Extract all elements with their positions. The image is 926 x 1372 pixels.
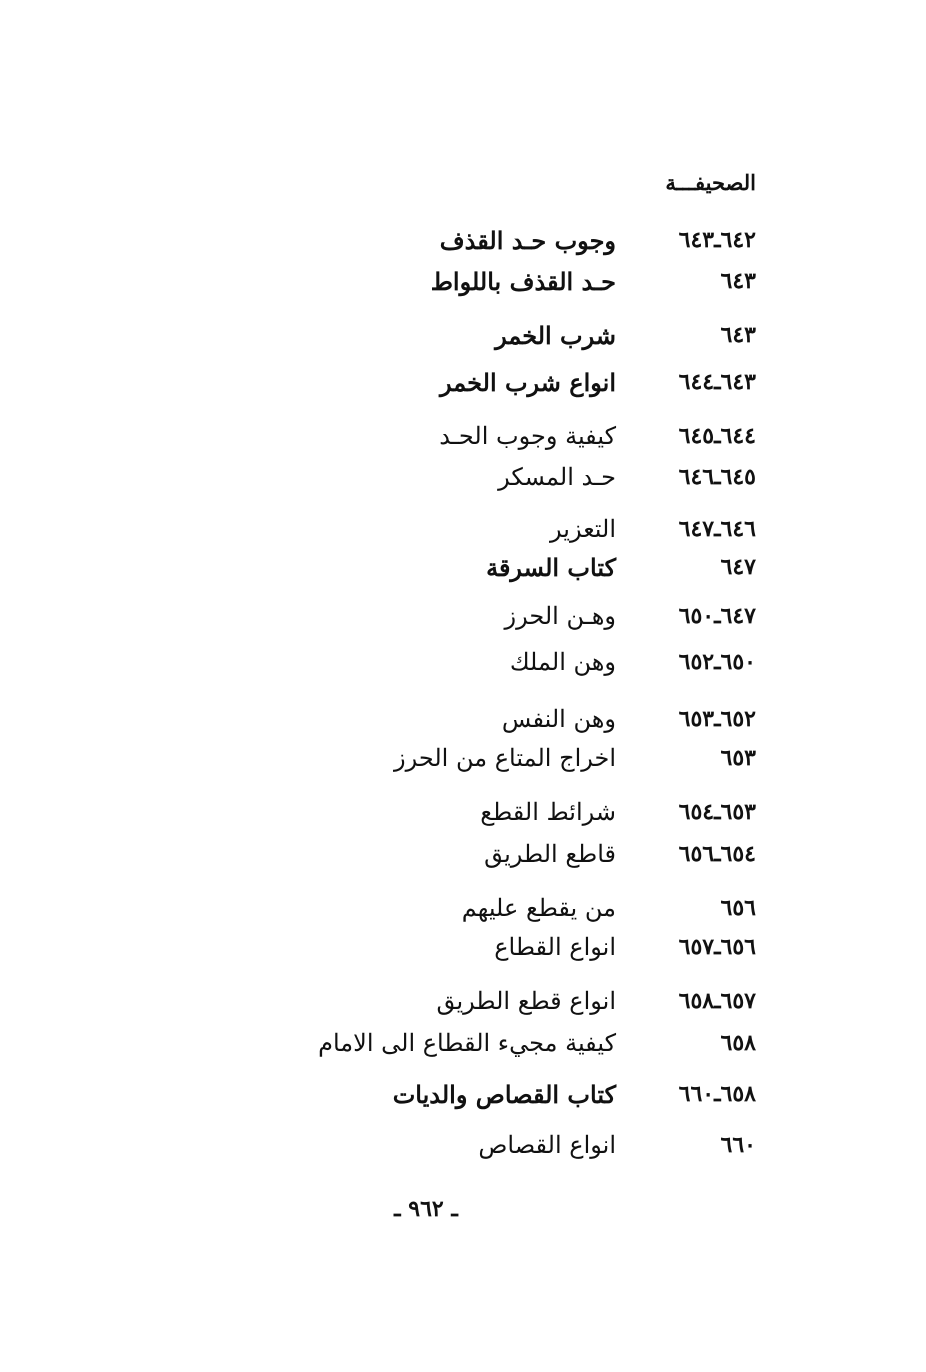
entry-title: كيفية مجيء القطاع الى الامام — [318, 1029, 616, 1057]
index-entry — [156, 598, 756, 634]
page-range: ٦٤٣ـ٦٤٤ — [678, 369, 756, 395]
index-entry — [156, 740, 756, 776]
page-range: ٦٤٧ — [720, 554, 756, 580]
index-entry — [156, 317, 756, 353]
index-entry — [156, 459, 756, 495]
entry-title: وهـن الحرز — [504, 602, 616, 630]
page-range: ٦٥٧ـ٦٥٨ — [678, 988, 756, 1014]
entry-title: اخراج المتاع من الحرز — [394, 744, 616, 772]
page-range: ٦٤٤ـ٦٤٥ — [678, 423, 756, 449]
index-entry — [156, 929, 756, 965]
page-range: ٦٥٣ — [720, 745, 756, 771]
index-entry — [156, 511, 756, 547]
entry-title: التعزير — [550, 515, 616, 543]
index-entry — [156, 364, 756, 400]
entry-title: قاطع الطريق — [484, 840, 616, 868]
page-range: ٦٦٠ — [720, 1132, 756, 1158]
page-range: ٦٥٦ـ٦٥٧ — [678, 934, 756, 960]
page-range: ٦٥٢ـ٦٥٣ — [678, 706, 756, 732]
entry-title: وجوب حـد القذف — [439, 225, 616, 255]
entry-title: وهن النفس — [501, 705, 616, 733]
entry-title: انواع القطاع — [494, 933, 616, 961]
page-range: ٦٤٦ـ٦٤٧ — [678, 516, 756, 542]
index-entry — [156, 983, 756, 1019]
page-range: ٦٤٢ـ٦٤٣ — [678, 227, 756, 253]
entry-title: انواع القصاص — [478, 1131, 616, 1159]
page-range: ٦٥٣ـ٦٥٤ — [678, 799, 756, 825]
entry-title: انواع شرب الخمر — [440, 367, 616, 397]
page-range: ٦٥٨ — [720, 1030, 756, 1056]
page-number: ـ ٩٦٢ ـ — [394, 1196, 458, 1222]
index-entry — [156, 890, 756, 926]
index-entry — [156, 794, 756, 830]
page-range: ٦٤٧ـ٦٥٠ — [678, 603, 756, 629]
page-range: ٦٥٤ـ٦٥٦ — [678, 841, 756, 867]
entry-title: وهن الملك — [509, 648, 616, 676]
index-entry — [156, 644, 756, 680]
index-entry — [156, 1076, 756, 1112]
index-entry — [156, 263, 756, 299]
index-entry — [156, 1025, 756, 1061]
page-range: ٦٤٣ — [720, 268, 756, 294]
entry-title: كتاب السرقة — [486, 552, 616, 582]
index-entry — [156, 222, 756, 258]
page-range: ٦٥٦ — [720, 895, 756, 921]
index-entry — [156, 549, 756, 585]
entry-title: كتاب القصاص والديات — [392, 1079, 616, 1109]
entry-title: حـد المسكر — [498, 463, 616, 491]
index-entry — [156, 1127, 756, 1163]
index-entry — [156, 836, 756, 872]
page-column-heading: الصحيفـــة — [665, 170, 756, 195]
page-range: ٦٥٠ـ٦٥٢ — [678, 649, 756, 675]
page-range: ٦٤٣ — [720, 322, 756, 348]
index-entry — [156, 418, 756, 454]
index-entry — [156, 701, 756, 737]
entry-title: شرب الخمر — [495, 320, 616, 350]
page-range: ٦٤٥ـ٦٤٦ — [678, 464, 756, 490]
entry-title: شرائط القطع — [480, 798, 616, 826]
page-range: ٦٥٨ـ٦٦٠ — [678, 1081, 756, 1107]
entry-title: كيفية وجوب الحـد — [439, 422, 616, 450]
entry-title: من يقطع عليهم — [461, 894, 616, 922]
entry-title: حـد القذف باللواط — [430, 266, 616, 296]
entry-title: انواع قطع الطريق — [436, 987, 616, 1015]
